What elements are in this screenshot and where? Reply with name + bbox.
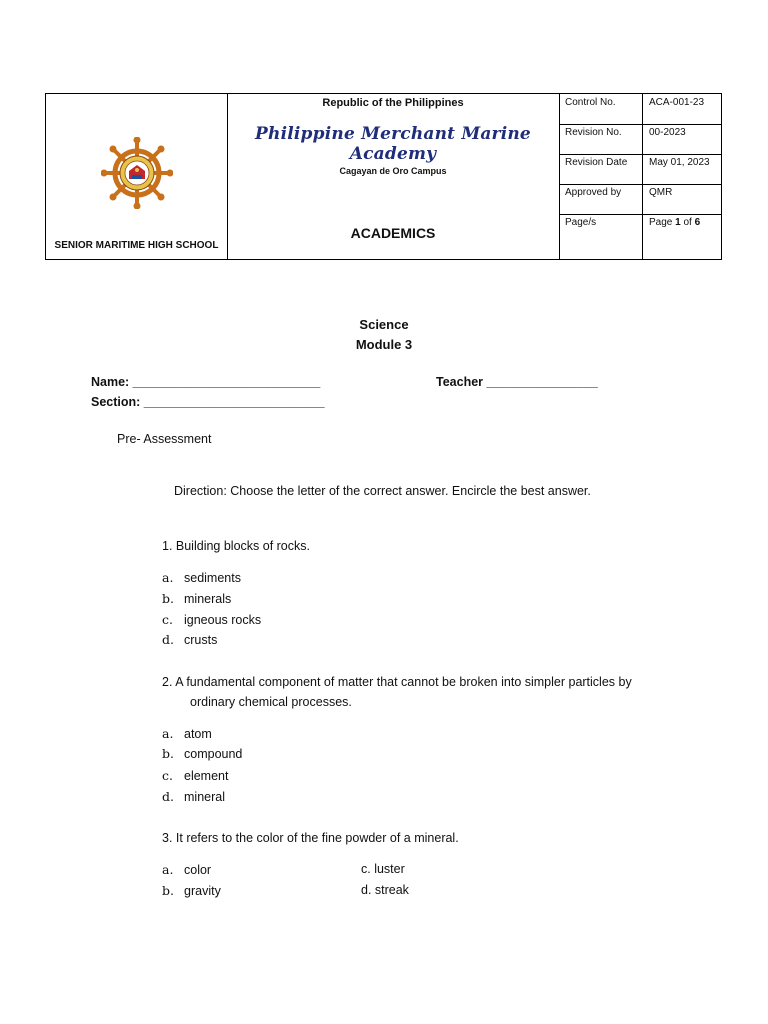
option-a bbox=[162, 726, 212, 741]
option-letter: c. bbox=[162, 612, 173, 627]
option-letter: a. bbox=[162, 570, 174, 585]
page-prefix: Page bbox=[649, 217, 676, 228]
page-of: of bbox=[680, 217, 695, 228]
meta-value: 00-2023 bbox=[649, 127, 686, 138]
option-text: minerals bbox=[184, 592, 232, 606]
question-2 bbox=[162, 672, 632, 712]
republic-heading: Republic of the Philippines bbox=[322, 97, 464, 109]
direction-text: Direction: Choose the letter of the correct answer. Encircle the best answer. bbox=[174, 484, 591, 498]
option-letter: c. bbox=[162, 768, 173, 783]
option-b bbox=[162, 883, 221, 898]
question-text: 2. A fundamental component of matter that cannot be broken into simpler particles by bbox=[162, 675, 632, 689]
meta-key: Control No. bbox=[559, 94, 643, 124]
option-letter: b. bbox=[162, 883, 174, 898]
document-control-table bbox=[559, 94, 721, 259]
option-d: d. streak bbox=[361, 883, 409, 897]
question-3 bbox=[162, 828, 459, 848]
document-header bbox=[45, 93, 722, 260]
meta-key: Revision No. bbox=[559, 124, 643, 154]
option-letter: d. bbox=[162, 632, 174, 647]
option-letter: b. bbox=[162, 746, 174, 761]
option-d bbox=[162, 789, 225, 804]
section-field: Section: __________________________ bbox=[91, 395, 325, 409]
meta-row-approved-by bbox=[559, 184, 721, 215]
ship-wheel-seal-icon bbox=[101, 137, 173, 209]
title-cell bbox=[227, 94, 560, 259]
question-text: 3. It refers to the color of the fine powder of a mineral. bbox=[162, 831, 459, 845]
question-text: 1. Building blocks of rocks. bbox=[162, 539, 310, 553]
page-current: 1 bbox=[675, 217, 681, 228]
option-text: color bbox=[184, 863, 212, 877]
option-c bbox=[162, 612, 261, 627]
academy-title: Philippine Merchant Marine Academy bbox=[255, 124, 531, 164]
subject-title: Science bbox=[359, 317, 409, 332]
option-text: gravity bbox=[184, 884, 221, 898]
meta-value: ACA-001-23 bbox=[649, 97, 705, 108]
meta-value: QMR bbox=[649, 187, 673, 198]
option-text: sediments bbox=[184, 571, 241, 585]
meta-row-revision-date bbox=[559, 154, 721, 185]
option-c bbox=[162, 768, 228, 783]
option-text: mineral bbox=[184, 790, 225, 804]
page-count bbox=[643, 214, 721, 259]
option-text: atom bbox=[184, 727, 212, 741]
option-c: c. luster bbox=[361, 862, 405, 876]
question-1 bbox=[162, 536, 310, 556]
meta-value: May 01, 2023 bbox=[649, 157, 710, 168]
module-title: Module 3 bbox=[355, 337, 413, 352]
option-text: compound bbox=[184, 747, 243, 761]
teacher-field: Teacher ________________ bbox=[436, 375, 598, 389]
option-text: igneous rocks bbox=[184, 613, 262, 627]
option-b bbox=[162, 591, 231, 606]
department-title: ACADEMICS bbox=[350, 225, 436, 241]
meta-key: Approved by bbox=[559, 184, 643, 214]
pre-assessment-heading: Pre- Assessment bbox=[117, 432, 212, 446]
question-text-continued: ordinary chemical processes. bbox=[190, 695, 352, 709]
option-b bbox=[162, 746, 242, 761]
meta-key: Page/s bbox=[559, 214, 643, 259]
option-a bbox=[162, 570, 241, 585]
meta-row-pages bbox=[559, 214, 721, 259]
meta-row-control-no bbox=[559, 94, 721, 125]
logo-cell bbox=[46, 94, 228, 259]
page-total: 6 bbox=[694, 217, 701, 228]
option-letter: a. bbox=[162, 726, 174, 741]
campus-name: Cagayan de Oro Campus bbox=[339, 166, 447, 176]
option-letter: d. bbox=[162, 789, 174, 804]
meta-key: Revision Date bbox=[559, 154, 643, 184]
option-d bbox=[162, 632, 217, 647]
name-field: Name: ___________________________ bbox=[91, 375, 321, 389]
option-a bbox=[162, 862, 211, 877]
option-letter: b. bbox=[162, 591, 174, 606]
option-letter: a. bbox=[162, 862, 174, 877]
meta-row-revision-no bbox=[559, 124, 721, 155]
school-name: SENIOR MARITIME HIGH SCHOOL bbox=[54, 240, 219, 251]
option-text: element bbox=[184, 769, 229, 783]
option-text: crusts bbox=[184, 633, 218, 647]
